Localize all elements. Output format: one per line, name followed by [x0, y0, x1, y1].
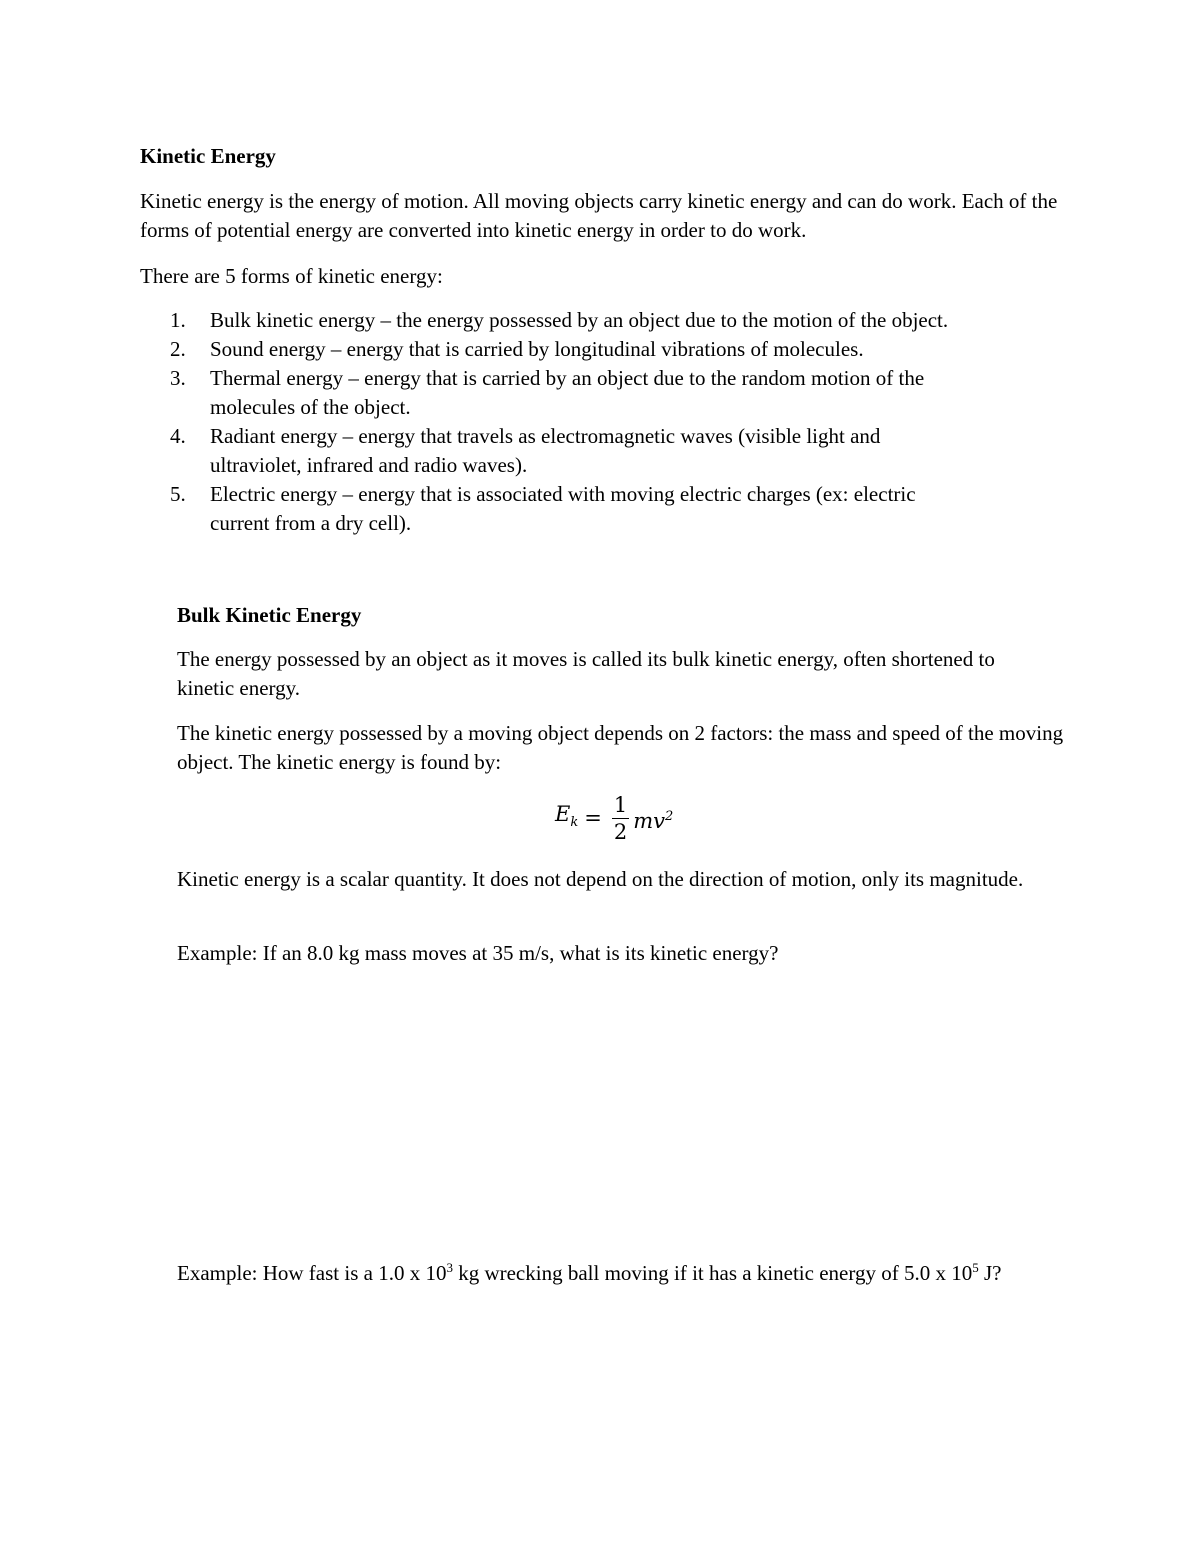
list-item: [140, 335, 1040, 364]
bulk-paragraph-1: The energy possessed by an object as it moves is called its bulk kinetic energy, often shortened to kinetic energy.: [177, 647, 995, 700]
list-item-number: 3.: [170, 366, 186, 390]
heading-bulk-kinetic-energy: Bulk Kinetic Energy: [177, 603, 362, 627]
fraction-denominator: 2: [613, 820, 628, 844]
bulk-paragraph-2: The kinetic energy possessed by a moving object depends on 2 factors: the mass and speed of the moving object. The kinetic energy is found by:: [177, 721, 1064, 774]
example-2: Example: How fast is a 1.0 x $10^3$ kg wrecking ball moving if it has a kinetic energy of 5.0 x $10^5$ J?: [177, 1260, 1002, 1285]
list-item-text: Sound energy – energy that is carried by longitudinal vibrations of molecules.: [210, 337, 864, 361]
list-item-number: 4.: [170, 424, 186, 448]
list-item: [140, 364, 1040, 422]
list-item-text: Radiant energy – energy that travels as electromagnetic waves (visible light and ultraviolet, infrared and radio waves).: [210, 424, 881, 477]
formula-fraction: [612, 792, 629, 845]
forms-list: [140, 306, 1040, 538]
list-item: [140, 480, 1040, 538]
heading-kinetic-energy: Kinetic Energy: [140, 144, 276, 168]
list-item-number: 2.: [170, 337, 186, 361]
list-item-text: Electric energy – energy that is associated with moving electric charges (ex: electric current from a dry cell).: [210, 482, 916, 535]
list-item: [140, 306, 1040, 335]
formula-lhs: $E_k$: [555, 801, 579, 831]
list-item-number: 5.: [170, 482, 186, 506]
list-item-text: Bulk kinetic energy – the energy possessed by an object due to the motion of the object.: [210, 308, 949, 332]
list-item-text: Thermal energy – energy that is carried by an object due to the random motion of the molecules of the object.: [210, 366, 925, 419]
list-item-number: 1.: [170, 308, 186, 332]
scalar-note: Kinetic energy is a scalar quantity. It does not depend on the direction of motion, only its magnitude.: [177, 867, 1024, 891]
forms-intro: There are 5 forms of kinetic energy:: [140, 264, 443, 288]
example-1: Example: If an 8.0 kg mass moves at 35 m/s, what is its kinetic energy?: [177, 941, 779, 965]
formula-equals: =: [584, 806, 602, 830]
intro-paragraph: Kinetic energy is the energy of motion. All moving objects carry kinetic energy and can do work. Each of the forms of potential energy are converted into kinetic energy in order to do work.: [140, 189, 1058, 242]
list-item: [140, 422, 1040, 480]
kinetic-energy-formula: [555, 792, 673, 845]
fraction-numerator: 1: [613, 793, 628, 817]
formula-rhs: $mv^2$: [633, 808, 674, 833]
